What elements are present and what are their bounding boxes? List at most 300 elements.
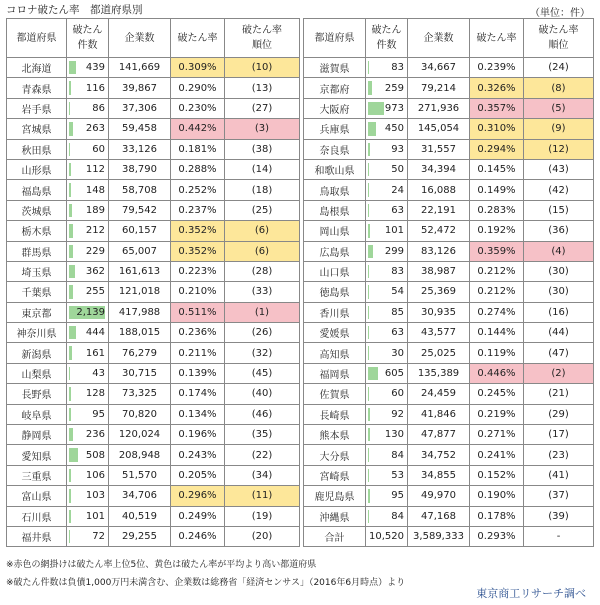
count-value: 85 xyxy=(391,306,404,318)
prefecture-name: 栃木県 xyxy=(7,221,67,241)
bankruptcy-count xyxy=(67,241,109,261)
table-row xyxy=(304,343,594,363)
bankruptcy-count xyxy=(67,486,109,506)
rate-rank: (26) xyxy=(225,323,300,343)
rate-rank: (20) xyxy=(225,526,300,546)
bankruptcy-count xyxy=(67,363,109,383)
company-count: 49,970 xyxy=(408,486,470,506)
table-row xyxy=(304,200,594,220)
bankruptcy-rate: 0.359% xyxy=(470,241,524,261)
bankruptcy-rate: 0.192% xyxy=(470,221,524,241)
bankruptcy-rate: 0.139% xyxy=(171,363,225,383)
count-value: 30 xyxy=(391,347,404,359)
company-count: 70,820 xyxy=(109,404,171,424)
prefecture-name: 東京都 xyxy=(7,302,67,322)
bankruptcy-count xyxy=(366,159,408,179)
prefecture-name: 富山県 xyxy=(7,486,67,506)
company-count: 33,126 xyxy=(109,139,171,159)
total-rate: 0.293% xyxy=(470,526,524,546)
company-count: 34,667 xyxy=(408,58,470,78)
rate-rank: (35) xyxy=(225,425,300,445)
bankruptcy-rate: 0.144% xyxy=(470,323,524,343)
rate-rank: (16) xyxy=(524,302,594,322)
company-count: 38,987 xyxy=(408,261,470,281)
rate-rank: (22) xyxy=(225,445,300,465)
rate-rank: (2) xyxy=(524,363,594,383)
table-row xyxy=(7,302,300,322)
bankruptcy-count xyxy=(366,58,408,78)
count-value: 84 xyxy=(391,510,404,522)
prefecture-name: 和歌山県 xyxy=(304,159,366,179)
count-value: 148 xyxy=(85,184,105,196)
rate-rank: (6) xyxy=(225,221,300,241)
rate-rank: (38) xyxy=(225,139,300,159)
bankruptcy-count xyxy=(67,282,109,302)
bankruptcy-rate: 0.219% xyxy=(470,404,524,424)
company-count: 58,708 xyxy=(109,180,171,200)
header-rank-line2: 順位 xyxy=(548,40,569,51)
header-rank-line1: 破たん率 xyxy=(538,25,579,36)
count-value: 229 xyxy=(85,245,105,257)
table-row xyxy=(304,384,594,404)
bankruptcy-rate: 0.241% xyxy=(470,445,524,465)
bankruptcy-count xyxy=(67,98,109,118)
header-rank xyxy=(225,19,300,58)
company-count: 208,948 xyxy=(109,445,171,465)
company-count: 188,015 xyxy=(109,323,171,343)
company-count: 34,855 xyxy=(408,465,470,485)
table-row xyxy=(7,282,300,302)
table-row xyxy=(7,323,300,343)
bankruptcy-rate: 0.152% xyxy=(470,465,524,485)
header-count-line2: 件数 xyxy=(376,40,397,51)
rate-rank: (6) xyxy=(225,241,300,261)
company-count: 59,458 xyxy=(109,119,171,139)
header-pref: 都道府県 xyxy=(7,19,67,58)
prefecture-name: 宮崎県 xyxy=(304,465,366,485)
bankruptcy-rate: 0.211% xyxy=(171,343,225,363)
bankruptcy-rate: 0.442% xyxy=(171,119,225,139)
table-row xyxy=(7,465,300,485)
total-row xyxy=(304,526,594,546)
rate-rank: (27) xyxy=(225,98,300,118)
count-value: 86 xyxy=(92,102,105,114)
company-count: 145,054 xyxy=(408,119,470,139)
company-count: 43,577 xyxy=(408,323,470,343)
bankruptcy-rate: 0.246% xyxy=(171,526,225,546)
rate-rank: (23) xyxy=(524,445,594,465)
bankruptcy-count xyxy=(67,465,109,485)
company-count: 30,715 xyxy=(109,363,171,383)
rate-rank: (41) xyxy=(524,465,594,485)
prefecture-name: 大分県 xyxy=(304,445,366,465)
bankruptcy-rate: 0.181% xyxy=(171,139,225,159)
unit-label: （単位：件） xyxy=(530,8,590,19)
table-row xyxy=(7,486,300,506)
table-row xyxy=(304,445,594,465)
table-row xyxy=(7,241,300,261)
count-value: 83 xyxy=(391,266,404,278)
prefecture-name: 埼玉県 xyxy=(7,261,67,281)
rate-rank: (24) xyxy=(524,58,594,78)
bankruptcy-count xyxy=(366,302,408,322)
table-row xyxy=(7,139,300,159)
bankruptcy-count xyxy=(67,159,109,179)
prefecture-name: 青森県 xyxy=(7,78,67,98)
table-row xyxy=(304,159,594,179)
table-row xyxy=(304,282,594,302)
rate-rank: (19) xyxy=(225,506,300,526)
rate-rank: (42) xyxy=(524,180,594,200)
prefecture-name: 福島県 xyxy=(7,180,67,200)
company-count: 79,214 xyxy=(408,78,470,98)
company-count: 25,025 xyxy=(408,343,470,363)
count-value: 161 xyxy=(85,347,105,359)
header-rate: 破たん率 xyxy=(171,19,225,58)
total-label: 合計 xyxy=(304,526,366,546)
count-value: 84 xyxy=(391,449,404,461)
table-row xyxy=(304,425,594,445)
count-value: 299 xyxy=(384,245,404,257)
count-value: 95 xyxy=(92,408,105,420)
prefecture-name: 茨城県 xyxy=(7,200,67,220)
bankruptcy-count xyxy=(366,465,408,485)
bankruptcy-count xyxy=(67,139,109,159)
header-count xyxy=(67,19,109,58)
count-value: 444 xyxy=(85,327,105,339)
bankruptcy-count xyxy=(67,526,109,546)
company-count: 40,519 xyxy=(109,506,171,526)
count-value: 53 xyxy=(391,470,404,481)
rate-rank: (5) xyxy=(524,98,594,118)
count-value: 255 xyxy=(85,286,105,298)
bankruptcy-rate: 0.352% xyxy=(171,241,225,261)
company-count: 47,168 xyxy=(408,506,470,526)
rate-rank: (13) xyxy=(225,78,300,98)
prefecture-name: 愛知県 xyxy=(7,445,67,465)
bankruptcy-rate: 0.119% xyxy=(470,343,524,363)
company-count: 47,877 xyxy=(408,425,470,445)
rate-rank: (28) xyxy=(225,261,300,281)
table-row xyxy=(7,180,300,200)
header-companies: 企業数 xyxy=(109,19,171,58)
bankruptcy-count xyxy=(366,119,408,139)
bankruptcy-count xyxy=(366,221,408,241)
table-row xyxy=(7,425,300,445)
rate-rank: (17) xyxy=(524,425,594,445)
bankruptcy-rate: 0.149% xyxy=(470,180,524,200)
bankruptcy-count xyxy=(366,98,408,118)
prefecture-name: 佐賀県 xyxy=(304,384,366,404)
prefecture-name: 岩手県 xyxy=(7,98,67,118)
source-credit: 東京商工リサーチ調べ xyxy=(476,587,586,600)
count-value: 439 xyxy=(85,62,105,74)
prefecture-name: 高知県 xyxy=(304,343,366,363)
rate-rank: (8) xyxy=(524,78,594,98)
bankruptcy-count xyxy=(366,343,408,363)
table-row xyxy=(7,159,300,179)
bankruptcy-rate: 0.237% xyxy=(171,200,225,220)
bankruptcy-count xyxy=(67,404,109,424)
bankruptcy-count xyxy=(366,282,408,302)
table-row xyxy=(304,119,594,139)
header-pref: 都道府県 xyxy=(304,19,366,58)
bankruptcy-rate: 0.309% xyxy=(171,58,225,78)
count-value: 362 xyxy=(85,266,105,278)
table-row xyxy=(7,363,300,383)
company-count: 16,088 xyxy=(408,180,470,200)
count-value: 263 xyxy=(85,123,105,135)
prefecture-name: 秋田県 xyxy=(7,139,67,159)
bankruptcy-rate: 0.288% xyxy=(171,159,225,179)
rate-rank: (29) xyxy=(524,404,594,424)
table-row xyxy=(7,526,300,546)
header-count xyxy=(366,19,408,58)
bankruptcy-count xyxy=(67,200,109,220)
header-rank-line1: 破たん率 xyxy=(242,25,282,36)
prefecture-name: 宮城県 xyxy=(7,119,67,139)
bankruptcy-rate: 0.357% xyxy=(470,98,524,118)
header-rank xyxy=(524,19,594,58)
bankruptcy-rate: 0.196% xyxy=(171,425,225,445)
bankruptcy-rate: 0.239% xyxy=(470,58,524,78)
table-row xyxy=(304,139,594,159)
table-row xyxy=(304,404,594,424)
bankruptcy-rate: 0.190% xyxy=(470,486,524,506)
bankruptcy-rate: 0.230% xyxy=(171,98,225,118)
table-row xyxy=(7,98,300,118)
prefecture-name: 北海道 xyxy=(7,58,67,78)
company-count: 34,752 xyxy=(408,445,470,465)
table-row xyxy=(7,78,300,98)
prefecture-name: 三重県 xyxy=(7,465,67,485)
bankruptcy-rate: 0.145% xyxy=(470,159,524,179)
count-value: 103 xyxy=(85,490,105,502)
table-row xyxy=(304,486,594,506)
bankruptcy-rate: 0.271% xyxy=(470,425,524,445)
count-value: 93 xyxy=(391,143,404,155)
company-count: 135,389 xyxy=(408,363,470,383)
count-value: 63 xyxy=(391,327,404,339)
bankruptcy-count xyxy=(67,261,109,281)
bankruptcy-count xyxy=(67,445,109,465)
table-row xyxy=(304,363,594,383)
bankruptcy-rate: 0.174% xyxy=(171,384,225,404)
prefecture-name: 滋賀県 xyxy=(304,58,366,78)
note-source-data: ※破たん件数は負債1,000万円未満含む、企業数は総務省「経済センサス」（2016年6月時点）より xyxy=(6,578,406,588)
table-row xyxy=(304,323,594,343)
count-value: 63 xyxy=(391,204,404,216)
company-count: 60,157 xyxy=(109,221,171,241)
prefecture-name: 奈良県 xyxy=(304,139,366,159)
company-count: 141,669 xyxy=(109,58,171,78)
bankruptcy-rate: 0.352% xyxy=(171,221,225,241)
rate-rank: (47) xyxy=(524,343,594,363)
bankruptcy-rate: 0.511% xyxy=(171,302,225,322)
company-count: 76,279 xyxy=(109,343,171,363)
bankruptcy-count xyxy=(366,78,408,98)
rate-rank: (25) xyxy=(225,200,300,220)
prefecture-name: 福井県 xyxy=(7,526,67,546)
bankruptcy-count xyxy=(366,323,408,343)
total-companies: 3,589,333 xyxy=(408,526,470,546)
count-value: 2,139 xyxy=(76,306,105,318)
bankruptcy-count xyxy=(366,506,408,526)
company-count: 39,867 xyxy=(109,78,171,98)
bankruptcy-count xyxy=(67,425,109,445)
table-row xyxy=(7,506,300,526)
company-count: 37,306 xyxy=(109,98,171,118)
prefecture-name: 岐阜県 xyxy=(7,404,67,424)
company-count: 79,542 xyxy=(109,200,171,220)
bankruptcy-count xyxy=(67,302,109,322)
count-value: 101 xyxy=(85,510,105,522)
rate-rank: (44) xyxy=(524,323,594,343)
rate-rank: (30) xyxy=(524,282,594,302)
prefecture-name: 千葉県 xyxy=(7,282,67,302)
count-value: 130 xyxy=(384,429,404,441)
bankruptcy-rate: 0.212% xyxy=(470,282,524,302)
table-row xyxy=(7,384,300,404)
company-count: 271,936 xyxy=(408,98,470,118)
bankruptcy-rate: 0.252% xyxy=(171,180,225,200)
bankruptcy-rate: 0.134% xyxy=(171,404,225,424)
table-row xyxy=(304,98,594,118)
prefecture-name: 静岡県 xyxy=(7,425,67,445)
bankruptcy-count xyxy=(366,139,408,159)
prefecture-name: 香川県 xyxy=(304,302,366,322)
company-count: 25,369 xyxy=(408,282,470,302)
count-value: 259 xyxy=(384,82,404,94)
rate-rank: (10) xyxy=(225,58,300,78)
table-row xyxy=(304,241,594,261)
company-count: 41,846 xyxy=(408,404,470,424)
bankruptcy-count xyxy=(67,58,109,78)
count-value: 973 xyxy=(384,102,404,114)
count-value: 72 xyxy=(92,531,105,543)
bankruptcy-rate: 0.310% xyxy=(470,119,524,139)
count-value: 95 xyxy=(391,490,404,502)
company-count: 30,935 xyxy=(408,302,470,322)
count-value: 116 xyxy=(85,82,105,94)
company-count: 161,613 xyxy=(109,261,171,281)
rate-rank: (15) xyxy=(524,200,594,220)
table-row xyxy=(7,221,300,241)
rate-rank: (33) xyxy=(225,282,300,302)
count-value: 450 xyxy=(384,123,404,135)
table-title: コロナ破たん率 都道府県別 xyxy=(6,4,143,16)
count-value: 60 xyxy=(92,143,105,155)
prefecture-name: 長崎県 xyxy=(304,404,366,424)
table-row xyxy=(304,78,594,98)
rate-rank: (43) xyxy=(524,159,594,179)
header-rank-line2: 順位 xyxy=(252,40,272,51)
bankruptcy-rate: 0.446% xyxy=(470,363,524,383)
header-row xyxy=(304,19,594,58)
header-companies: 企業数 xyxy=(408,19,470,58)
bankruptcy-rate: 0.210% xyxy=(171,282,225,302)
table-row xyxy=(7,200,300,220)
prefecture-name: 新潟県 xyxy=(7,343,67,363)
count-value: 236 xyxy=(85,429,105,441)
rate-rank: (30) xyxy=(524,261,594,281)
bankruptcy-count xyxy=(67,384,109,404)
rate-rank: (14) xyxy=(225,159,300,179)
table-row xyxy=(304,58,594,78)
count-value: 189 xyxy=(85,204,105,216)
prefecture-name: 神奈川県 xyxy=(7,323,67,343)
count-value: 54 xyxy=(391,286,404,298)
bankruptcy-count xyxy=(67,180,109,200)
prefecture-name: 福岡県 xyxy=(304,363,366,383)
header-count-line2: 件数 xyxy=(77,40,98,51)
table-row xyxy=(304,261,594,281)
rate-rank: (9) xyxy=(524,119,594,139)
header-count-line1: 破たん xyxy=(72,25,103,36)
bankruptcy-rate: 0.274% xyxy=(470,302,524,322)
company-count: 34,706 xyxy=(109,486,171,506)
count-value: 605 xyxy=(384,368,404,380)
prefecture-name: 島根県 xyxy=(304,200,366,220)
prefecture-name: 長野県 xyxy=(7,384,67,404)
rate-rank: (40) xyxy=(225,384,300,404)
bankruptcy-rate: 0.178% xyxy=(470,506,524,526)
rate-rank: (21) xyxy=(524,384,594,404)
prefecture-name: 大阪府 xyxy=(304,98,366,118)
rate-rank: (1) xyxy=(225,302,300,322)
prefecture-name: 愛媛県 xyxy=(304,323,366,343)
header-row xyxy=(7,19,300,58)
bankruptcy-rate: 0.290% xyxy=(171,78,225,98)
bankruptcy-count xyxy=(366,261,408,281)
note-highlight: ※赤色の網掛けは破たん率上位5位、黄色は破たん率が平均より高い都道府県 xyxy=(6,560,317,570)
table-row xyxy=(304,506,594,526)
rate-rank: (46) xyxy=(225,404,300,424)
rate-rank: (4) xyxy=(524,241,594,261)
table-row xyxy=(7,58,300,78)
prefecture-name: 鹿児島県 xyxy=(304,486,366,506)
count-value: 101 xyxy=(384,225,404,237)
total-count: 10,520 xyxy=(366,526,408,546)
table-row xyxy=(7,119,300,139)
count-value: 508 xyxy=(85,449,105,461)
rate-rank: (39) xyxy=(524,506,594,526)
rate-rank: (12) xyxy=(524,139,594,159)
company-count: 121,018 xyxy=(109,282,171,302)
bankruptcy-count xyxy=(366,486,408,506)
header-rate: 破たん率 xyxy=(470,19,524,58)
bankruptcy-count xyxy=(366,363,408,383)
table-row xyxy=(304,302,594,322)
company-count: 31,557 xyxy=(408,139,470,159)
company-count: 120,024 xyxy=(109,425,171,445)
count-value: 106 xyxy=(85,470,105,481)
bankruptcy-count xyxy=(366,180,408,200)
right-table xyxy=(303,18,594,547)
bankruptcy-rate: 0.205% xyxy=(171,465,225,485)
bankruptcy-rate: 0.249% xyxy=(171,506,225,526)
table-row xyxy=(304,180,594,200)
company-count: 22,191 xyxy=(408,200,470,220)
table-row xyxy=(7,261,300,281)
company-count: 65,007 xyxy=(109,241,171,261)
company-count: 34,394 xyxy=(408,159,470,179)
table-row xyxy=(7,445,300,465)
bankruptcy-count xyxy=(366,404,408,424)
prefecture-name: 広島県 xyxy=(304,241,366,261)
bankruptcy-count xyxy=(366,425,408,445)
company-count: 417,988 xyxy=(109,302,171,322)
